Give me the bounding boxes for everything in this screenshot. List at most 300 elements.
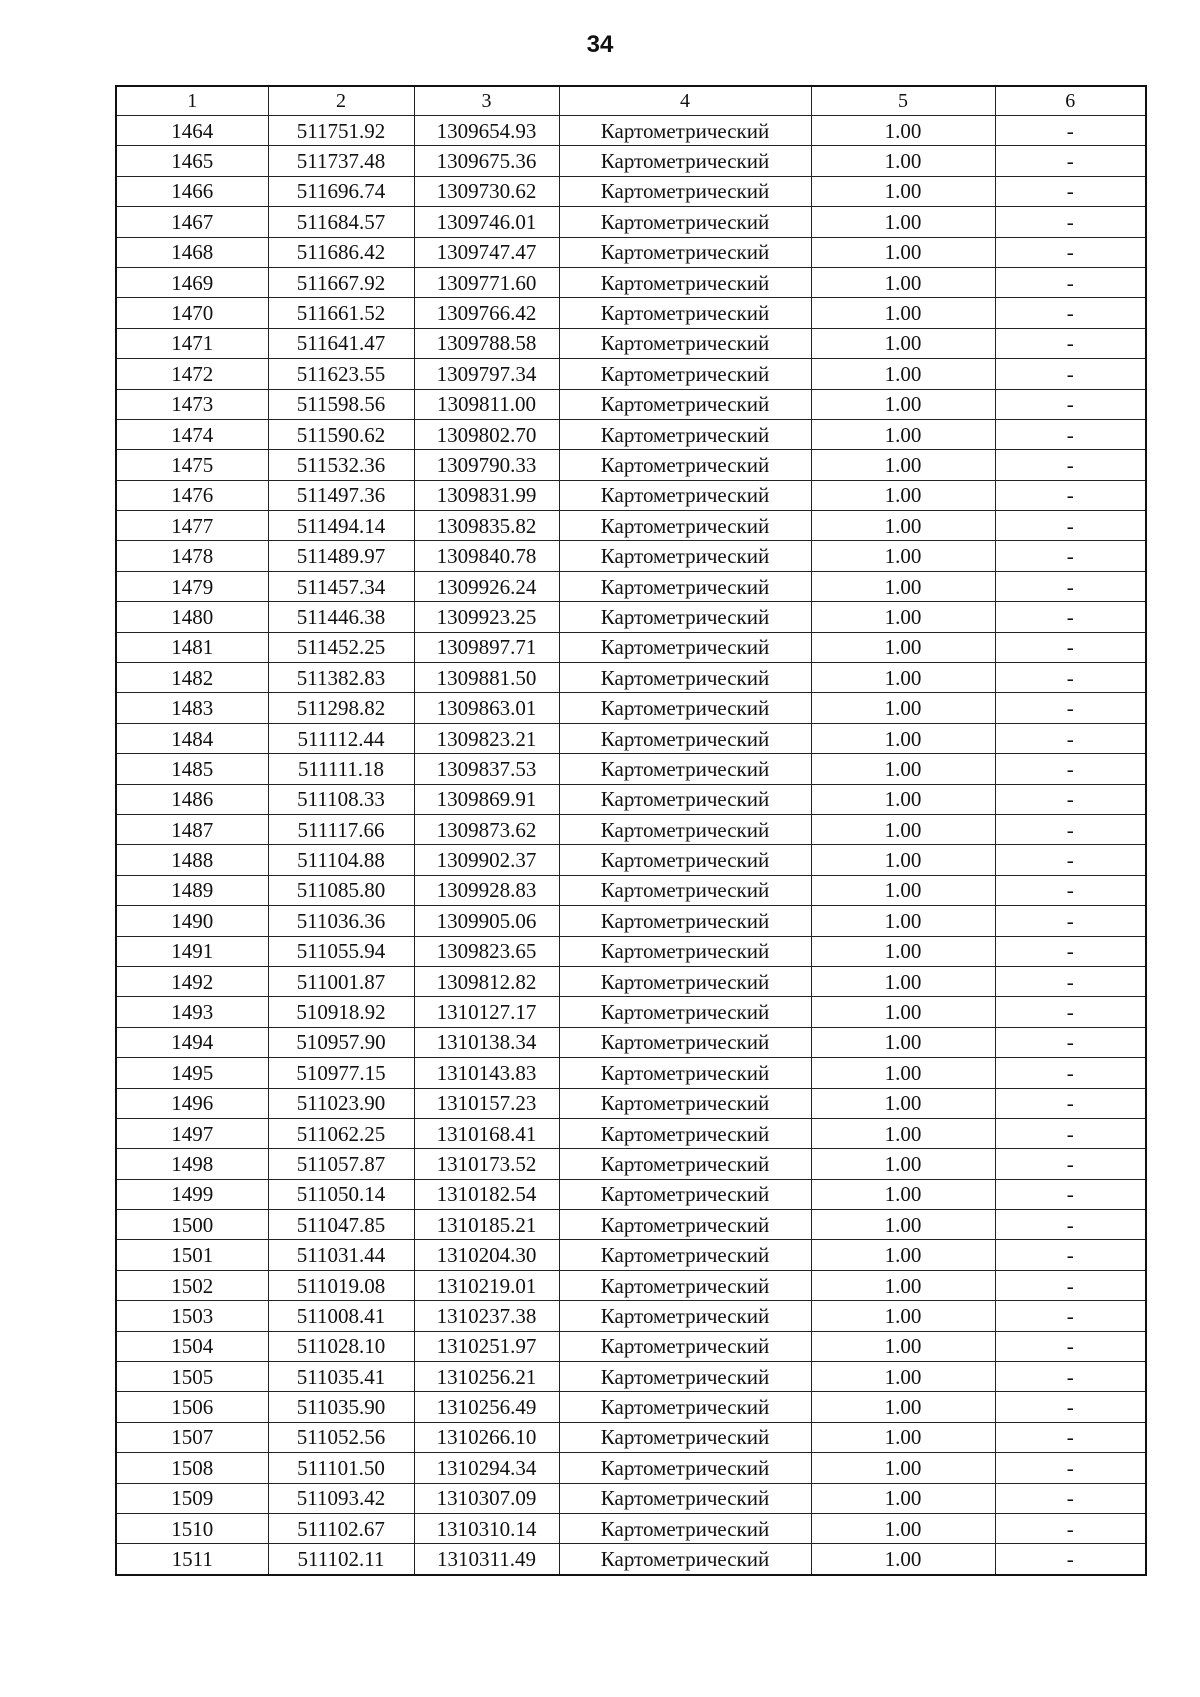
cell-method: Картометрический [559,663,811,693]
cell-x: 511101.50 [268,1453,414,1483]
cell-y: 1310219.01 [414,1270,559,1300]
cell-note: - [995,237,1146,267]
cell-point-number: 1502 [116,1270,268,1300]
cell-method: Картометрический [559,936,811,966]
table-row [116,997,1146,1027]
cell-x: 511446.38 [268,602,414,632]
cell-accuracy: 1.00 [811,693,995,723]
cell-y: 1310307.09 [414,1483,559,1513]
cell-accuracy: 1.00 [811,1392,995,1422]
cell-method: Картометрический [559,1240,811,1270]
cell-accuracy: 1.00 [811,1331,995,1361]
cell-y: 1309835.82 [414,511,559,541]
cell-method: Картометрический [559,146,811,176]
table-row [116,1118,1146,1148]
cell-point-number: 1500 [116,1210,268,1240]
cell-note: - [995,1544,1146,1575]
cell-accuracy: 1.00 [811,176,995,206]
cell-note: - [995,754,1146,784]
cell-accuracy: 1.00 [811,1513,995,1543]
cell-note: - [995,1331,1146,1361]
cell-x: 510918.92 [268,997,414,1027]
cell-y: 1310251.97 [414,1331,559,1361]
cell-accuracy: 1.00 [811,1058,995,1088]
cell-x: 511055.94 [268,936,414,966]
cell-accuracy: 1.00 [811,663,995,693]
cell-note: - [995,1210,1146,1240]
cell-method: Картометрический [559,419,811,449]
cell-x: 511497.36 [268,480,414,510]
cell-y: 1309831.99 [414,480,559,510]
cell-y: 1309766.42 [414,298,559,328]
cell-x: 511111.18 [268,754,414,784]
table-row [116,1210,1146,1240]
table-row [116,116,1146,146]
cell-x: 511028.10 [268,1331,414,1361]
cell-point-number: 1489 [116,875,268,905]
cell-point-number: 1508 [116,1453,268,1483]
cell-accuracy: 1.00 [811,146,995,176]
cell-y: 1309747.47 [414,237,559,267]
cell-point-number: 1511 [116,1544,268,1575]
cell-method: Картометрический [559,1027,811,1057]
table-row [116,814,1146,844]
cell-x: 511737.48 [268,146,414,176]
cell-x: 511108.33 [268,784,414,814]
cell-point-number: 1491 [116,936,268,966]
column-header-note: 6 [995,86,1146,116]
cell-y: 1310237.38 [414,1301,559,1331]
cell-y: 1309837.53 [414,754,559,784]
cell-point-number: 1471 [116,328,268,358]
table-row [116,237,1146,267]
cell-y: 1310266.10 [414,1422,559,1452]
cell-method: Картометрический [559,1392,811,1422]
table-row [116,146,1146,176]
cell-method: Картометрический [559,1210,811,1240]
cell-y: 1310182.54 [414,1179,559,1209]
cell-note: - [995,997,1146,1027]
table-row [116,419,1146,449]
table-row [116,1027,1146,1057]
cell-accuracy: 1.00 [811,1483,995,1513]
cell-y: 1310310.14 [414,1513,559,1543]
cell-x: 511696.74 [268,176,414,206]
cell-accuracy: 1.00 [811,602,995,632]
cell-method: Картометрический [559,723,811,753]
table-row [116,845,1146,875]
cell-accuracy: 1.00 [811,632,995,662]
cell-accuracy: 1.00 [811,1422,995,1452]
table-row [116,298,1146,328]
cell-method: Картометрический [559,906,811,936]
cell-y: 1309675.36 [414,146,559,176]
cell-method: Картометрический [559,298,811,328]
cell-y: 1309746.01 [414,207,559,237]
coordinates-table [115,85,1147,1576]
table-row [116,480,1146,510]
table-row [116,450,1146,480]
cell-note: - [995,1513,1146,1543]
cell-method: Картометрический [559,116,811,146]
cell-x: 511093.42 [268,1483,414,1513]
table-row [116,1058,1146,1088]
cell-accuracy: 1.00 [811,237,995,267]
cell-x: 511019.08 [268,1270,414,1300]
cell-y: 1309811.00 [414,389,559,419]
cell-note: - [995,936,1146,966]
cell-point-number: 1469 [116,267,268,297]
table-row [116,1149,1146,1179]
cell-point-number: 1494 [116,1027,268,1057]
column-header-accuracy: 5 [811,86,995,116]
cell-method: Картометрический [559,450,811,480]
cell-point-number: 1468 [116,237,268,267]
cell-note: - [995,207,1146,237]
cell-method: Картометрический [559,632,811,662]
cell-y: 1309902.37 [414,845,559,875]
cell-accuracy: 1.00 [811,723,995,753]
cell-point-number: 1466 [116,176,268,206]
cell-accuracy: 1.00 [811,1210,995,1240]
cell-accuracy: 1.00 [811,571,995,601]
cell-x: 511598.56 [268,389,414,419]
cell-y: 1309897.71 [414,632,559,662]
cell-accuracy: 1.00 [811,267,995,297]
cell-method: Картометрический [559,814,811,844]
cell-method: Картометрический [559,176,811,206]
cell-y: 1310138.34 [414,1027,559,1057]
cell-y: 1310157.23 [414,1088,559,1118]
table-row [116,663,1146,693]
cell-accuracy: 1.00 [811,541,995,571]
cell-point-number: 1484 [116,723,268,753]
cell-note: - [995,267,1146,297]
cell-x: 511008.41 [268,1301,414,1331]
cell-y: 1309771.60 [414,267,559,297]
cell-x: 511023.90 [268,1088,414,1118]
cell-note: - [995,450,1146,480]
cell-accuracy: 1.00 [811,1118,995,1148]
cell-x: 511494.14 [268,511,414,541]
cell-method: Картометрический [559,511,811,541]
cell-point-number: 1490 [116,906,268,936]
table-row [116,875,1146,905]
cell-note: - [995,875,1146,905]
cell-y: 1310127.17 [414,997,559,1027]
cell-method: Картометрический [559,602,811,632]
cell-accuracy: 1.00 [811,754,995,784]
table-row [116,754,1146,784]
cell-method: Картометрический [559,1058,811,1088]
table-row [116,267,1146,297]
cell-method: Картометрический [559,541,811,571]
cell-note: - [995,1422,1146,1452]
cell-x: 511035.41 [268,1362,414,1392]
table-row [116,511,1146,541]
cell-point-number: 1509 [116,1483,268,1513]
cell-method: Картометрический [559,328,811,358]
cell-method: Картометрический [559,784,811,814]
cell-note: - [995,359,1146,389]
table-row [116,1544,1146,1575]
cell-note: - [995,146,1146,176]
cell-point-number: 1479 [116,571,268,601]
cell-x: 510957.90 [268,1027,414,1057]
table-row [116,207,1146,237]
cell-note: - [995,1088,1146,1118]
cell-note: - [995,845,1146,875]
cell-method: Картометрический [559,389,811,419]
cell-accuracy: 1.00 [811,1027,995,1057]
cell-accuracy: 1.00 [811,511,995,541]
cell-note: - [995,298,1146,328]
cell-method: Картометрический [559,875,811,905]
cell-note: - [995,602,1146,632]
cell-note: - [995,693,1146,723]
column-header-x: 2 [268,86,414,116]
cell-x: 511112.44 [268,723,414,753]
cell-method: Картометрический [559,267,811,297]
cell-y: 1310311.49 [414,1544,559,1575]
cell-x: 511062.25 [268,1118,414,1148]
cell-note: - [995,541,1146,571]
cell-accuracy: 1.00 [811,116,995,146]
cell-y: 1309926.24 [414,571,559,601]
cell-y: 1310143.83 [414,1058,559,1088]
table-row [116,1422,1146,1452]
cell-note: - [995,571,1146,601]
cell-x: 511298.82 [268,693,414,723]
cell-y: 1309928.83 [414,875,559,905]
cell-point-number: 1478 [116,541,268,571]
cell-point-number: 1503 [116,1301,268,1331]
cell-note: - [995,632,1146,662]
cell-point-number: 1474 [116,419,268,449]
cell-x: 511532.36 [268,450,414,480]
table-row [116,1362,1146,1392]
cell-accuracy: 1.00 [811,875,995,905]
table-row [116,1301,1146,1331]
page-number: 34 [586,31,614,58]
cell-note: - [995,1483,1146,1513]
cell-accuracy: 1.00 [811,480,995,510]
table-row [116,723,1146,753]
cell-x: 511050.14 [268,1179,414,1209]
cell-point-number: 1488 [116,845,268,875]
table-row [116,389,1146,419]
cell-accuracy: 1.00 [811,997,995,1027]
table-row [116,1179,1146,1209]
cell-point-number: 1486 [116,784,268,814]
cell-x: 511036.36 [268,906,414,936]
cell-point-number: 1497 [116,1118,268,1148]
cell-accuracy: 1.00 [811,1149,995,1179]
cell-note: - [995,906,1146,936]
table-row [116,1240,1146,1270]
cell-x: 510977.15 [268,1058,414,1088]
cell-x: 511001.87 [268,966,414,996]
cell-note: - [995,1179,1146,1209]
cell-accuracy: 1.00 [811,1179,995,1209]
cell-note: - [995,389,1146,419]
cell-point-number: 1506 [116,1392,268,1422]
cell-point-number: 1476 [116,480,268,510]
cell-y: 1309869.91 [414,784,559,814]
cell-method: Картометрический [559,1270,811,1300]
cell-accuracy: 1.00 [811,450,995,480]
cell-method: Картометрический [559,1179,811,1209]
cell-y: 1309823.21 [414,723,559,753]
cell-method: Картометрический [559,754,811,784]
cell-note: - [995,1392,1146,1422]
cell-point-number: 1504 [116,1331,268,1361]
cell-y: 1309802.70 [414,419,559,449]
cell-note: - [995,176,1146,206]
cell-method: Картометрический [559,1422,811,1452]
cell-note: - [995,1270,1146,1300]
cell-accuracy: 1.00 [811,906,995,936]
cell-y: 1309812.82 [414,966,559,996]
table-row [116,1513,1146,1543]
cell-point-number: 1485 [116,754,268,784]
cell-method: Картометрический [559,1301,811,1331]
cell-x: 511489.97 [268,541,414,571]
cell-method: Картометрический [559,1362,811,1392]
cell-accuracy: 1.00 [811,298,995,328]
cell-point-number: 1470 [116,298,268,328]
cell-y: 1310168.41 [414,1118,559,1148]
cell-point-number: 1475 [116,450,268,480]
table-row [116,1392,1146,1422]
cell-method: Картометрический [559,1118,811,1148]
cell-note: - [995,1058,1146,1088]
cell-y: 1309840.78 [414,541,559,571]
cell-point-number: 1501 [116,1240,268,1270]
table-row [116,602,1146,632]
cell-note: - [995,328,1146,358]
cell-accuracy: 1.00 [811,784,995,814]
cell-accuracy: 1.00 [811,845,995,875]
cell-x: 511667.92 [268,267,414,297]
cell-method: Картометрический [559,1149,811,1179]
cell-point-number: 1464 [116,116,268,146]
table-row [116,571,1146,601]
cell-x: 511623.55 [268,359,414,389]
cell-x: 511102.11 [268,1544,414,1575]
cell-method: Картометрический [559,966,811,996]
cell-accuracy: 1.00 [811,1544,995,1575]
cell-accuracy: 1.00 [811,936,995,966]
cell-point-number: 1492 [116,966,268,996]
cell-y: 1309790.33 [414,450,559,480]
cell-x: 511035.90 [268,1392,414,1422]
cell-method: Картометрический [559,1544,811,1575]
cell-note: - [995,1149,1146,1179]
cell-y: 1309923.25 [414,602,559,632]
cell-x: 511641.47 [268,328,414,358]
cell-x: 511686.42 [268,237,414,267]
cell-method: Картометрический [559,359,811,389]
cell-point-number: 1499 [116,1179,268,1209]
cell-point-number: 1493 [116,997,268,1027]
table-row [116,1270,1146,1300]
cell-point-number: 1482 [116,663,268,693]
cell-method: Картометрический [559,237,811,267]
cell-point-number: 1510 [116,1513,268,1543]
cell-x: 511117.66 [268,814,414,844]
cell-point-number: 1496 [116,1088,268,1118]
cell-point-number: 1498 [116,1149,268,1179]
cell-point-number: 1507 [116,1422,268,1452]
cell-x: 511751.92 [268,116,414,146]
cell-point-number: 1465 [116,146,268,176]
cell-point-number: 1505 [116,1362,268,1392]
column-header-y: 3 [414,86,559,116]
cell-point-number: 1481 [116,632,268,662]
table-row [116,966,1146,996]
table-row [116,359,1146,389]
cell-x: 511031.44 [268,1240,414,1270]
cell-x: 511684.57 [268,207,414,237]
cell-accuracy: 1.00 [811,1088,995,1118]
cell-point-number: 1472 [116,359,268,389]
table-row [116,541,1146,571]
cell-y: 1309730.62 [414,176,559,206]
table-row [116,1483,1146,1513]
cell-accuracy: 1.00 [811,207,995,237]
cell-x: 511085.80 [268,875,414,905]
cell-y: 1309788.58 [414,328,559,358]
table-row [116,906,1146,936]
cell-accuracy: 1.00 [811,328,995,358]
cell-accuracy: 1.00 [811,1240,995,1270]
cell-note: - [995,1362,1146,1392]
cell-y: 1309881.50 [414,663,559,693]
cell-note: - [995,419,1146,449]
cell-point-number: 1495 [116,1058,268,1088]
cell-y: 1309873.62 [414,814,559,844]
table-row [116,176,1146,206]
cell-note: - [995,480,1146,510]
cell-x: 511047.85 [268,1210,414,1240]
cell-accuracy: 1.00 [811,389,995,419]
cell-accuracy: 1.00 [811,966,995,996]
cell-y: 1309823.65 [414,936,559,966]
cell-method: Картометрический [559,693,811,723]
cell-x: 511104.88 [268,845,414,875]
table-row [116,1331,1146,1361]
cell-x: 511661.52 [268,298,414,328]
cell-note: - [995,966,1146,996]
table-row [116,328,1146,358]
cell-x: 511057.87 [268,1149,414,1179]
cell-accuracy: 1.00 [811,1453,995,1483]
table-row [116,693,1146,723]
cell-accuracy: 1.00 [811,1270,995,1300]
cell-note: - [995,1027,1146,1057]
cell-note: - [995,784,1146,814]
cell-x: 511052.56 [268,1422,414,1452]
cell-accuracy: 1.00 [811,359,995,389]
cell-note: - [995,723,1146,753]
cell-method: Картометрический [559,1513,811,1543]
cell-note: - [995,1301,1146,1331]
cell-note: - [995,663,1146,693]
cell-method: Картометрический [559,997,811,1027]
cell-point-number: 1480 [116,602,268,632]
cell-point-number: 1467 [116,207,268,237]
